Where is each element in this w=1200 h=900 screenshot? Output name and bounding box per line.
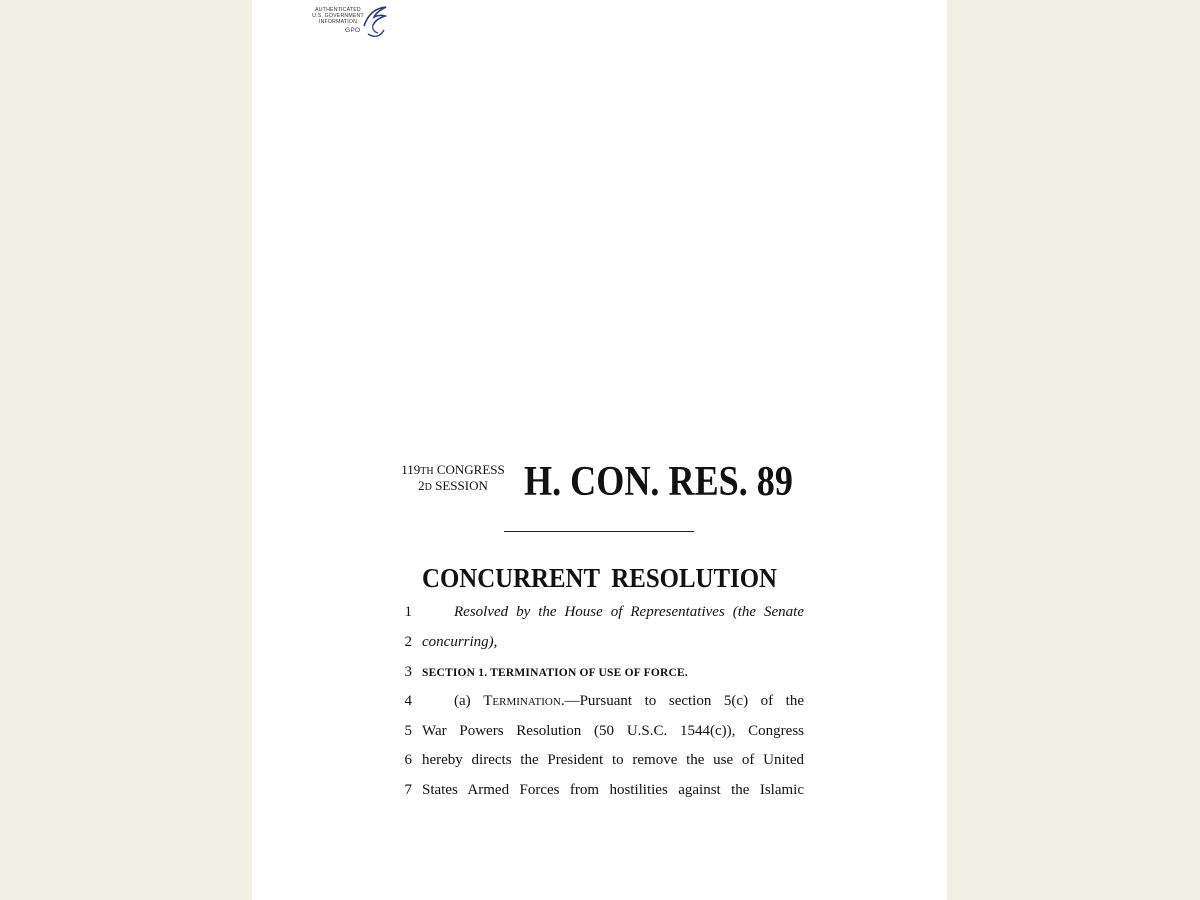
text-line [252, 782, 947, 802]
line-text: War Powers Resolution (50 U.S.C. 1544(c)), Congress [422, 723, 804, 739]
divider [504, 531, 694, 532]
gpo-logo-text: AUTHENTICATED U.S. GOVERNMENT INFORMATION [312, 7, 364, 25]
line-text: concurring), [422, 634, 498, 650]
text-line [252, 604, 947, 624]
text-line [252, 693, 947, 713]
line-text: States Armed Forces from hostilities against the Islamic [422, 782, 804, 798]
document-page [252, 0, 947, 900]
gpo-authenticated-logo [310, 4, 386, 42]
text-line [252, 752, 947, 772]
line-number: 5 [404, 723, 412, 739]
line-number: 1 [404, 604, 412, 620]
text-line [252, 664, 947, 684]
line-text: hereby directs the President to remove the use of United [422, 752, 804, 768]
document-type-title: CONCURRENT RESOLUTION [422, 563, 777, 593]
line-number: 3 [404, 664, 412, 680]
line-number: 7 [404, 782, 412, 798]
congress-session-block [395, 463, 511, 495]
line-number: 4 [404, 693, 412, 709]
line-text: (a) Termination.—Pursuant to section 5(c) of the [454, 693, 805, 709]
eagle-icon [360, 4, 388, 42]
line-text: Resolved by the House of Representatives (the Senate [454, 604, 804, 620]
gpo-label: GPO [345, 27, 361, 34]
line-number: 6 [404, 752, 412, 768]
line-number: 2 [404, 634, 412, 650]
congress-label: 119TH CONGRESS [401, 462, 505, 477]
text-line [252, 634, 947, 654]
subsection-term: Termination [483, 693, 561, 709]
text-line [252, 723, 947, 743]
section-heading: SECTION 1. TERMINATION OF USE OF FORCE. [422, 667, 688, 679]
session-label: 2D SESSION [418, 478, 488, 493]
bill-number: H. CON. RES. 89 [524, 459, 793, 505]
